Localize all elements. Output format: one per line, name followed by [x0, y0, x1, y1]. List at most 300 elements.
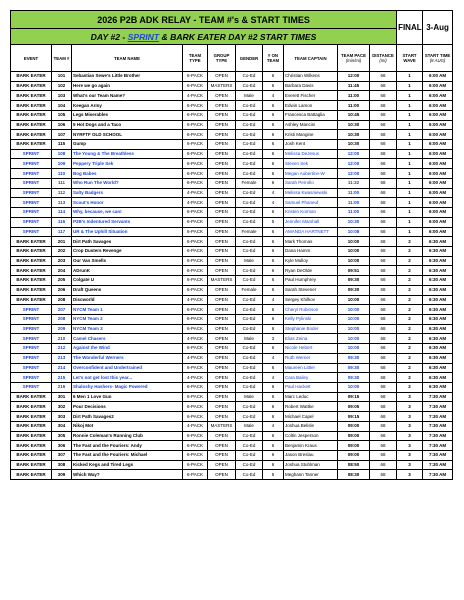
- cell-on-team: 6: [263, 324, 284, 334]
- cell-captain: Barbara Davis: [284, 81, 338, 91]
- cell-team-type: 6-PACK: [183, 101, 208, 111]
- column-header-row: [11, 45, 453, 72]
- table-row: [11, 237, 453, 247]
- cell-group-type: OPEN: [208, 237, 236, 247]
- cell-start-time: 7:30 AM: [423, 402, 453, 412]
- cell-team-name: NYCM Team 2: [72, 314, 183, 324]
- cell-pace: 09:00: [338, 421, 370, 431]
- cell-team-name: NYCM Team 3: [72, 324, 183, 334]
- cell-on-team: 6: [263, 101, 284, 111]
- cell-distance: 68: [370, 178, 397, 188]
- cell-gender: Co-Ed: [236, 159, 263, 169]
- cell-captain: Benjamin Kraus: [284, 441, 338, 451]
- cell-on-team: 6: [263, 441, 284, 451]
- cell-team-no: 103: [52, 91, 72, 101]
- cell-start-time: 6:30 AM: [423, 353, 453, 363]
- table-row: [11, 149, 453, 159]
- cell-on-team: 4: [263, 295, 284, 305]
- cell-distance: 68: [370, 295, 397, 305]
- cell-team-type: 6-PACK: [183, 81, 208, 91]
- cell-on-team: 6: [263, 110, 284, 120]
- cell-team-no: 216: [52, 383, 72, 393]
- cell-start-time: 6:30 AM: [423, 383, 453, 393]
- cell-team-type: 6-PACK: [183, 110, 208, 120]
- cell-pace: 11:00: [338, 198, 370, 208]
- cell-wave: 3: [397, 460, 423, 470]
- cell-captain: Ryan DeOlde: [284, 266, 338, 276]
- cell-wave: 2: [397, 314, 423, 324]
- cell-team-no: 304: [52, 421, 72, 431]
- cell-wave: 2: [397, 237, 423, 247]
- cell-gender: Male: [236, 392, 263, 402]
- cell-captain: Samuel Phaneuf: [284, 198, 338, 208]
- cell-team-type: 6-PACK: [183, 470, 208, 480]
- cell-distance: 68: [370, 470, 397, 480]
- cell-event: SPRINT: [11, 198, 52, 208]
- cell-team-type: 6-PACK: [183, 227, 208, 237]
- table-row: [11, 441, 453, 451]
- cell-group-type: OPEN: [208, 178, 236, 188]
- cell-team-name: Legs Miserables: [72, 110, 183, 120]
- cell-captain: Melissa Kwasniewski: [284, 188, 338, 198]
- cell-gender: Co-Ed: [236, 305, 263, 315]
- table-row: [11, 188, 453, 198]
- cell-on-team: 4: [263, 353, 284, 363]
- cell-event: SPRINT: [11, 373, 52, 383]
- cell-team-no: 215: [52, 373, 72, 383]
- cell-start-time: 7:30 AM: [423, 421, 453, 431]
- cell-team-type: 4-PACK: [183, 421, 208, 431]
- cell-group-type: OPEN: [208, 470, 236, 480]
- cell-start-time: 6:30 AM: [423, 314, 453, 324]
- table-row: [11, 344, 453, 354]
- cell-distance: 68: [370, 305, 397, 315]
- cell-team-type: 6-PACK: [183, 383, 208, 393]
- cell-start-time: 6:30 AM: [423, 266, 453, 276]
- cell-distance: 68: [370, 460, 397, 470]
- cell-team-no: 302: [52, 402, 72, 412]
- cell-team-no: 114: [52, 208, 72, 218]
- cell-gender: Female: [236, 227, 263, 237]
- cell-event: BARK EATER: [11, 412, 52, 422]
- cell-team-no: 204: [52, 266, 72, 276]
- table-row: [11, 217, 453, 227]
- cell-distance: 68: [370, 421, 397, 431]
- cell-group-type: OPEN: [208, 101, 236, 111]
- cell-start-time: 6:00 AM: [423, 169, 453, 179]
- cell-event: BARK EATER: [11, 276, 52, 286]
- cell-gender: Male: [236, 256, 263, 266]
- cell-gender: Co-Ed: [236, 208, 263, 218]
- cell-wave: 1: [397, 91, 423, 101]
- cell-team-name: Against the Wind: [72, 344, 183, 354]
- cell-captain: Nicole Hebert: [284, 344, 338, 354]
- col-captain: TEAM CAPTAIN: [284, 45, 338, 72]
- cell-gender: Co-Ed: [236, 266, 263, 276]
- cell-gender: Co-Ed: [236, 402, 263, 412]
- cell-on-team: 6: [263, 363, 284, 373]
- cell-gender: Co-Ed: [236, 217, 263, 227]
- cell-distance: 68: [370, 198, 397, 208]
- cell-pace: 12:00: [338, 72, 370, 82]
- cell-start-time: 6:30 AM: [423, 334, 453, 344]
- table-row: [11, 383, 453, 393]
- cell-pace: 12:00: [338, 159, 370, 169]
- table-row: [11, 285, 453, 295]
- cell-team-name: Sebastian Sewe's Little Brother: [72, 72, 183, 82]
- cell-captain: Kyle Mulloy: [284, 256, 338, 266]
- cell-team-no: 107: [52, 130, 72, 140]
- cell-start-time: 6:30 AM: [423, 324, 453, 334]
- cell-distance: 68: [370, 324, 397, 334]
- cell-group-type: OPEN: [208, 363, 236, 373]
- cell-team-no: 305: [52, 431, 72, 441]
- cell-team-type: 6-PACK: [183, 120, 208, 130]
- cell-group-type: OPEN: [208, 431, 236, 441]
- start-times-table: [10, 10, 453, 480]
- cell-wave: 1: [397, 188, 423, 198]
- cell-on-team: 4: [263, 91, 284, 101]
- cell-team-type: 6-PACK: [183, 178, 208, 188]
- cell-pace: 10:00: [338, 237, 370, 247]
- cell-team-no: 209: [52, 324, 72, 334]
- cell-pace: 10:00: [338, 256, 370, 266]
- col-wave: START WAVE: [397, 45, 423, 72]
- cell-distance: 68: [370, 159, 397, 169]
- cell-start-time: 6:30 AM: [423, 305, 453, 315]
- cell-group-type: OPEN: [208, 451, 236, 461]
- table-row: [11, 101, 453, 111]
- cell-team-name: Dirt Path Savages2: [72, 412, 183, 422]
- cell-captain: Ruth Werner: [284, 353, 338, 363]
- cell-team-name: Colgate U: [72, 276, 183, 286]
- cell-on-team: 6: [263, 412, 284, 422]
- cell-captain: Marc Leduc: [284, 392, 338, 402]
- cell-event: SPRINT: [11, 208, 52, 218]
- cell-gender: Co-Ed: [236, 324, 263, 334]
- cell-event: SPRINT: [11, 178, 52, 188]
- cell-team-name: Crop Dusters Revenge: [72, 246, 183, 256]
- cell-event: BARK EATER: [11, 295, 52, 305]
- cell-team-type: 6-PACK: [183, 169, 208, 179]
- cell-team-type: 6-PACK: [183, 451, 208, 461]
- cell-group-type: OPEN: [208, 246, 236, 256]
- cell-group-type: OPEN: [208, 159, 236, 169]
- cell-wave: 3: [397, 412, 423, 422]
- cell-wave: 1: [397, 110, 423, 120]
- cell-wave: 1: [397, 120, 423, 130]
- cell-team-name: The Fast and the Fouriers: Michael: [72, 451, 183, 461]
- cell-on-team: 6: [263, 276, 284, 286]
- subtitle-prefix: DAY #2 -: [90, 31, 128, 42]
- cell-distance: 68: [370, 392, 397, 402]
- table-row: [11, 266, 453, 276]
- cell-distance: 68: [370, 72, 397, 82]
- cell-team-name: NYCM Team 1: [72, 305, 183, 315]
- subtitle-row: [11, 29, 453, 45]
- cell-team-name: Which Way?: [72, 470, 183, 480]
- cell-start-time: 6:00 AM: [423, 188, 453, 198]
- cell-captain: Mark Thomas: [284, 237, 338, 247]
- cell-event: BARK EATER: [11, 266, 52, 276]
- cell-wave: 2: [397, 266, 423, 276]
- table-row: [11, 198, 453, 208]
- cell-team-type: 6-PACK: [183, 363, 208, 373]
- cell-distance: 68: [370, 383, 397, 393]
- cell-team-type: 6-PACK: [183, 208, 208, 218]
- cell-team-no: 106: [52, 120, 72, 130]
- cell-team-type: 6-PACK: [183, 130, 208, 140]
- cell-pace: 12:00: [338, 149, 370, 159]
- table-row: [11, 305, 453, 315]
- cell-team-name: Let's not get lost this year...: [72, 373, 183, 383]
- cell-distance: 68: [370, 140, 397, 150]
- cell-on-team: 4: [263, 373, 284, 383]
- cell-pace: 11:00: [338, 188, 370, 198]
- cell-team-no: 307: [52, 451, 72, 461]
- cell-wave: 1: [397, 140, 423, 150]
- cell-gender: Co-Ed: [236, 188, 263, 198]
- cell-captain: Kelly Pylinski: [284, 314, 338, 324]
- cell-team-type: 6-PACK: [183, 412, 208, 422]
- cell-start-time: 6:00 AM: [423, 81, 453, 91]
- cell-team-name: ADrunK: [72, 266, 183, 276]
- cell-on-team: 3: [263, 334, 284, 344]
- cell-event: BARK EATER: [11, 81, 52, 91]
- cell-distance: 68: [370, 237, 397, 247]
- cell-group-type: OPEN: [208, 266, 236, 276]
- cell-gender: Co-Ed: [236, 149, 263, 159]
- cell-group-type: OPEN: [208, 334, 236, 344]
- cell-captain: Joshua Stuhlman: [284, 460, 338, 470]
- cell-team-name: Camel Chasers: [72, 334, 183, 344]
- sheet-subtitle: [11, 29, 397, 45]
- cell-team-name: Discworld: [72, 295, 183, 305]
- cell-captain: Steven Sek: [284, 159, 338, 169]
- cell-wave: 1: [397, 217, 423, 227]
- cell-gender: Co-Ed: [236, 140, 263, 150]
- cell-team-type: 6-PACK: [183, 392, 208, 402]
- cell-group-type: OPEN: [208, 344, 236, 354]
- cell-team-type: 4-PACK: [183, 373, 208, 383]
- cell-distance: 68: [370, 208, 397, 218]
- table-row: [11, 276, 453, 286]
- cell-distance: 68: [370, 120, 397, 130]
- cell-on-team: 6: [263, 208, 284, 218]
- cell-team-name: Why, because, we can!: [72, 208, 183, 218]
- cell-wave: 1: [397, 130, 423, 140]
- cell-event: BARK EATER: [11, 441, 52, 451]
- cell-team-no: 108: [52, 149, 72, 159]
- cell-captain: Melissa DeJesus: [284, 149, 338, 159]
- table-row: [11, 140, 453, 150]
- cell-pace: 09:00: [338, 451, 370, 461]
- cell-event: SPRINT: [11, 188, 52, 198]
- cell-team-name: 6 Men 1 Love Gun: [72, 392, 183, 402]
- cell-team-type: 6-PACK: [183, 305, 208, 315]
- cell-on-team: 6: [263, 227, 284, 237]
- cell-gender: Co-Ed: [236, 101, 263, 111]
- cell-on-team: 6: [263, 149, 284, 159]
- cell-group-type: MASTERS: [208, 421, 236, 431]
- cell-wave: 1: [397, 149, 423, 159]
- cell-gender: Co-Ed: [236, 130, 263, 140]
- cell-group-type: OPEN: [208, 208, 236, 218]
- cell-pace: 10:00: [338, 246, 370, 256]
- cell-team-name: Here we go again: [72, 81, 183, 91]
- cell-group-type: OPEN: [208, 256, 236, 266]
- table-row: [11, 256, 453, 266]
- cell-distance: 68: [370, 373, 397, 383]
- cell-event: BARK EATER: [11, 110, 52, 120]
- cell-gender: Co-Ed: [236, 72, 263, 82]
- cell-distance: 68: [370, 314, 397, 324]
- table-row: [11, 363, 453, 373]
- table-row: [11, 159, 453, 169]
- cell-team-no: 112: [52, 188, 72, 198]
- cell-start-time: 6:00 AM: [423, 91, 453, 101]
- cell-event: SPRINT: [11, 149, 52, 159]
- cell-captain: Paul Hackett: [284, 383, 338, 393]
- cell-pace: 09:00: [338, 431, 370, 441]
- cell-wave: 3: [397, 421, 423, 431]
- cell-group-type: OPEN: [208, 373, 236, 383]
- cell-team-type: 6-PACK: [183, 217, 208, 227]
- cell-team-no: 110: [52, 169, 72, 179]
- final-badge: FINAL: [397, 11, 423, 45]
- cell-team-type: 6-PACK: [183, 344, 208, 354]
- cell-team-no: 202: [52, 246, 72, 256]
- cell-on-team: 6: [263, 169, 284, 179]
- table-row: [11, 412, 453, 422]
- cell-pace: 10:30: [338, 130, 370, 140]
- cell-on-team: 6: [263, 81, 284, 91]
- cell-on-team: 6: [263, 431, 284, 441]
- cell-team-name: Nikoj Mot: [72, 421, 183, 431]
- cell-team-name: Bog Babes: [72, 169, 183, 179]
- cell-team-type: 6-PACK: [183, 140, 208, 150]
- cell-team-type: 6-PACK: [183, 237, 208, 247]
- cell-wave: 2: [397, 373, 423, 383]
- cell-team-name: Keegan Army: [72, 101, 183, 111]
- table-row: [11, 295, 453, 305]
- col-team-name: TEAM NAME: [72, 45, 183, 72]
- cell-event: SPRINT: [11, 217, 52, 227]
- subtitle-suffix: & BARK EATER DAY #2 START TIMES: [159, 31, 317, 42]
- cell-start-time: 6:00 AM: [423, 140, 453, 150]
- cell-group-type: OPEN: [208, 392, 236, 402]
- cell-gender: Co-Ed: [236, 431, 263, 441]
- cell-distance: 68: [370, 256, 397, 266]
- cell-start-time: 6:30 AM: [423, 237, 453, 247]
- cell-event: BARK EATER: [11, 246, 52, 256]
- cell-start-time: 6:00 AM: [423, 120, 453, 130]
- cell-team-no: 205: [52, 276, 72, 286]
- cell-captain: Elias Zeina: [284, 334, 338, 344]
- cell-team-no: 303: [52, 412, 72, 422]
- cell-group-type: OPEN: [208, 295, 236, 305]
- col-group-type: GROUP TYPE: [208, 45, 236, 72]
- cell-team-name: Scout's Honor: [72, 198, 183, 208]
- cell-captain: Paul Humphrey: [284, 276, 338, 286]
- cell-distance: 68: [370, 91, 397, 101]
- cell-captain: Sarah Perrollo: [284, 178, 338, 188]
- cell-start-time: 7:30 AM: [423, 451, 453, 461]
- subtitle-sprint-link: SPRINT: [127, 31, 160, 42]
- cell-on-team: 6: [263, 460, 284, 470]
- cell-wave: 2: [397, 305, 423, 315]
- cell-start-time: 6:30 AM: [423, 295, 453, 305]
- cell-team-no: 116: [52, 217, 72, 227]
- cell-distance: 68: [370, 149, 397, 159]
- cell-distance: 68: [370, 363, 397, 373]
- table-row: [11, 314, 453, 324]
- cell-team-no: 208: [52, 314, 72, 324]
- cell-team-no: 115: [52, 140, 72, 150]
- cell-event: BARK EATER: [11, 451, 52, 461]
- cell-gender: Co-Ed: [236, 246, 263, 256]
- cell-event: BARK EATER: [11, 130, 52, 140]
- cell-team-name: The Fast and the Fouriers: Andy: [72, 441, 183, 451]
- table-row: [11, 227, 453, 237]
- cell-team-no: 104: [52, 101, 72, 111]
- cell-gender: Co-Ed: [236, 120, 263, 130]
- cell-group-type: MASTERS: [208, 81, 236, 91]
- cell-wave: 2: [397, 334, 423, 344]
- cell-gender: Female: [236, 285, 263, 295]
- cell-team-type: 6-PACK: [183, 159, 208, 169]
- col-distance-unit: (mi): [379, 58, 387, 63]
- cell-gender: Co-Ed: [236, 276, 263, 286]
- cell-wave: 3: [397, 431, 423, 441]
- cell-pace: 11:00: [338, 208, 370, 218]
- cell-event: BARK EATER: [11, 402, 52, 412]
- cell-distance: 68: [370, 441, 397, 451]
- cell-distance: 68: [370, 169, 397, 179]
- cell-wave: 3: [397, 451, 423, 461]
- cell-team-name: P2B's Indentured Servants: [72, 217, 183, 227]
- cell-event: BARK EATER: [11, 431, 52, 441]
- cell-wave: 2: [397, 353, 423, 363]
- table-row: [11, 91, 453, 101]
- cell-on-team: 6: [263, 256, 284, 266]
- col-distance: [370, 45, 397, 72]
- cell-start-time: 6:00 AM: [423, 227, 453, 237]
- col-on-team: # ON TEAM: [263, 45, 284, 72]
- cell-on-team: 6: [263, 72, 284, 82]
- cell-start-time: 6:30 AM: [423, 276, 453, 286]
- cell-event: BARK EATER: [11, 392, 52, 402]
- cell-start-time: 6:00 AM: [423, 149, 453, 159]
- cell-wave: 2: [397, 383, 423, 393]
- col-team-no: TEAM #: [52, 45, 72, 72]
- cell-team-no: 208: [52, 295, 72, 305]
- table-row: [11, 110, 453, 120]
- cell-distance: 68: [370, 101, 397, 111]
- cell-wave: 2: [397, 246, 423, 256]
- cell-wave: 1: [397, 227, 423, 237]
- cell-gender: Co-Ed: [236, 110, 263, 120]
- cell-start-time: 6:00 AM: [423, 217, 453, 227]
- cell-gender: Co-Ed: [236, 198, 263, 208]
- cell-on-team: 4: [263, 198, 284, 208]
- col-gender: GENDER: [236, 45, 263, 72]
- cell-gender: Co-Ed: [236, 314, 263, 324]
- cell-on-team: 6: [263, 237, 284, 247]
- cell-pace: 11:32: [338, 178, 370, 188]
- cell-gender: Co-Ed: [236, 81, 263, 91]
- cell-start-time: 7:30 AM: [423, 441, 453, 451]
